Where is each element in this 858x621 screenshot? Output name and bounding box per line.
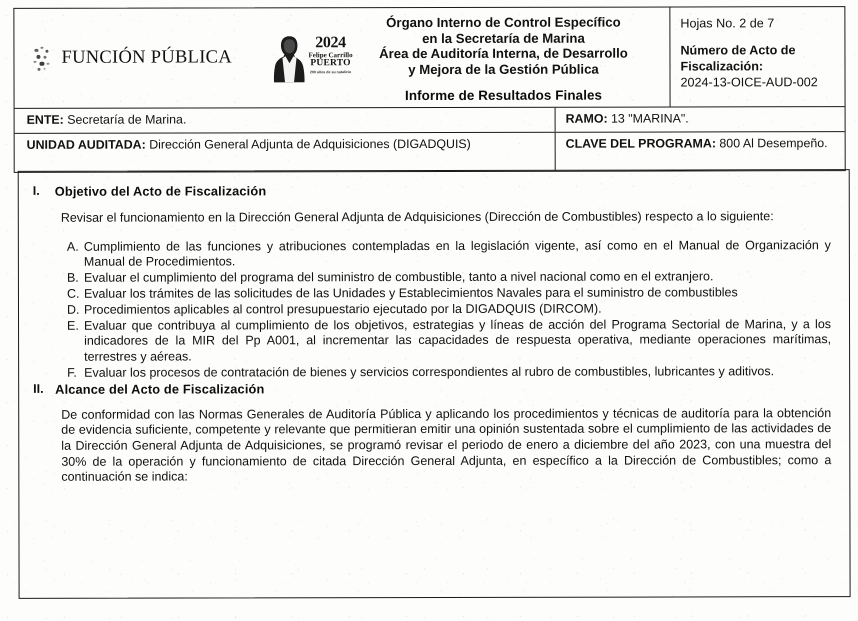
organo-line-1: Órgano Interno de Control Específico bbox=[386, 14, 621, 31]
list-item-letter: F. bbox=[67, 365, 77, 380]
ramo-text bbox=[566, 112, 839, 128]
unidad-auditada-value: Dirección General Adjunta de Adquisiciones (DIGADQUIS) bbox=[149, 136, 471, 152]
list-item bbox=[67, 269, 835, 286]
funcion-publica-logo bbox=[32, 45, 232, 71]
header-right-cell bbox=[669, 7, 844, 107]
list-item-text: Evaluar los procesos de contratación de bienes y servicios correspondientes al rubro de combustibles, lubricantes y aditivos. bbox=[84, 364, 775, 380]
act-number-label-line2: Fiscalización: bbox=[680, 59, 764, 74]
seal-name: Felipe Carrillo bbox=[308, 51, 353, 60]
logo-cell bbox=[14, 8, 353, 108]
objective-list bbox=[67, 238, 835, 382]
list-item-text: Procedimientos aplicables al control presupuestario ejecutado por la DIGADQUIS (DIRCOM). bbox=[83, 301, 602, 317]
act-number-value: 2024-13-OICE-AUD-002 bbox=[680, 75, 818, 90]
list-item-letter: A. bbox=[66, 239, 79, 254]
document-header-table bbox=[13, 6, 845, 173]
section-2-paragraph: De conformidad con las Normas Generales de Auditoría Pública y aplicando los procedimientos y técnicas de auditoría para la obtención de evidencia suficiente, competente y relevante que permitieran emitir una opinión sustentada sobre el cumplimiento de las actividades de la Dirección General Adjunta de Adquisiciones, se programó revisar el periodo de enero a diciembre del año 2023, con una muestra del 30% de la operación y funcionamiento de citada Dirección General Adjunta, en específico a la Dirección de Combustibles; como a continuación se indica: bbox=[61, 405, 832, 484]
list-item bbox=[67, 364, 835, 381]
funcion-publica-wordmark: FUNCIÓN PÚBLICA bbox=[61, 47, 233, 68]
clave-programa-text bbox=[566, 136, 839, 152]
commemorative-seal bbox=[272, 32, 376, 90]
unidad-auditada-text bbox=[27, 137, 549, 154]
ramo-label: RAMO: bbox=[565, 112, 608, 127]
list-item bbox=[67, 285, 835, 302]
list-item bbox=[67, 317, 835, 366]
organo-line-2: en la Secretaría de Marina bbox=[422, 30, 585, 46]
list-item-text: Evaluar los trámites de las solicitudes de las Unidades y Establecimientos Navales para el suministro de combustibles bbox=[83, 285, 738, 301]
list-item bbox=[67, 301, 835, 318]
section-2-heading: Alcance del Acto de Fiscalización bbox=[55, 381, 265, 397]
organo-line-3: Área de Auditoría Interna, de Desarrollo bbox=[379, 45, 628, 62]
ramo-cell bbox=[556, 108, 845, 132]
header-row-unidad bbox=[15, 131, 845, 172]
clave-programa-cell bbox=[556, 132, 845, 171]
section-1-intro: Revisar el funcionamiento en la Dirección General Adjunta de Adquisiciones (Dirección de Combustibles) respecto a lo siguiente: bbox=[60, 209, 774, 225]
report-title: Informe de Resultados Finales bbox=[404, 88, 603, 104]
list-item-text: Evaluar el cumplimiento del programa del suministro de combustible, tanto a nivel nacional como en el extranjero. bbox=[83, 269, 714, 285]
document-body-box bbox=[18, 169, 851, 599]
section-objetivo bbox=[27, 182, 835, 199]
list-item-text: Evaluar que contribuya al cumplimiento de los objetivos, estrategias y líneas de acción del Programa Sectorial de Marina, y a los indicadores de la MIR del Pp A001, al incrementar las capacidades de respuesta operativa, mediante operaciones marítimas, terrestres y aéreas. bbox=[84, 316, 832, 364]
list-item-letter: C. bbox=[66, 286, 80, 301]
unidad-auditada-cell bbox=[15, 133, 556, 172]
list-item-letter: E. bbox=[67, 318, 79, 333]
clave-programa-value: 800 Al Desempeño. bbox=[719, 136, 828, 151]
section-2-numeral: II. bbox=[33, 381, 44, 396]
ente-text bbox=[27, 112, 549, 129]
portrait-silhouette-icon bbox=[272, 32, 306, 86]
sheets-count: Hojas No. 2 de 7 bbox=[680, 16, 775, 31]
ente-cell bbox=[15, 108, 556, 133]
act-number-label-line1: Número de Acto de bbox=[680, 43, 796, 58]
section-1-heading: Objetivo del Acto de Fiscalización bbox=[54, 183, 267, 199]
header-center-cell bbox=[336, 7, 669, 107]
list-item-letter: D. bbox=[66, 302, 80, 317]
seal-subtitle: 200 años de su natalicio bbox=[309, 69, 352, 74]
seal-text-block bbox=[308, 32, 352, 74]
ente-label: ENTE: bbox=[26, 113, 64, 128]
clave-programa-label: CLAVE DEL PROGRAMA: bbox=[565, 136, 716, 151]
header-row-ente bbox=[15, 107, 845, 133]
header-top-band bbox=[14, 7, 844, 108]
ramo-value: 13 "MARINA". bbox=[611, 111, 689, 126]
seal-year: 2024 bbox=[315, 34, 346, 52]
dotted-sphere-icon bbox=[32, 45, 54, 71]
ente-value: Secretaría de Marina. bbox=[67, 112, 187, 128]
list-item-text: Cumplimiento de las funciones y atribuciones contempladas en la legislación vigente, así como en el Manual de Organización y Manual de Procedimientos. bbox=[83, 237, 831, 270]
list-item-letter: B. bbox=[66, 270, 79, 285]
section-alcance bbox=[27, 380, 835, 397]
organo-line-4: y Mejora de la Gestión Pública bbox=[408, 61, 599, 77]
unidad-auditada-label: UNIDAD AUDITADA: bbox=[26, 137, 146, 152]
section-1-numeral: I. bbox=[32, 183, 40, 198]
seal-place: PUERTO bbox=[310, 58, 351, 69]
list-item bbox=[67, 238, 835, 271]
